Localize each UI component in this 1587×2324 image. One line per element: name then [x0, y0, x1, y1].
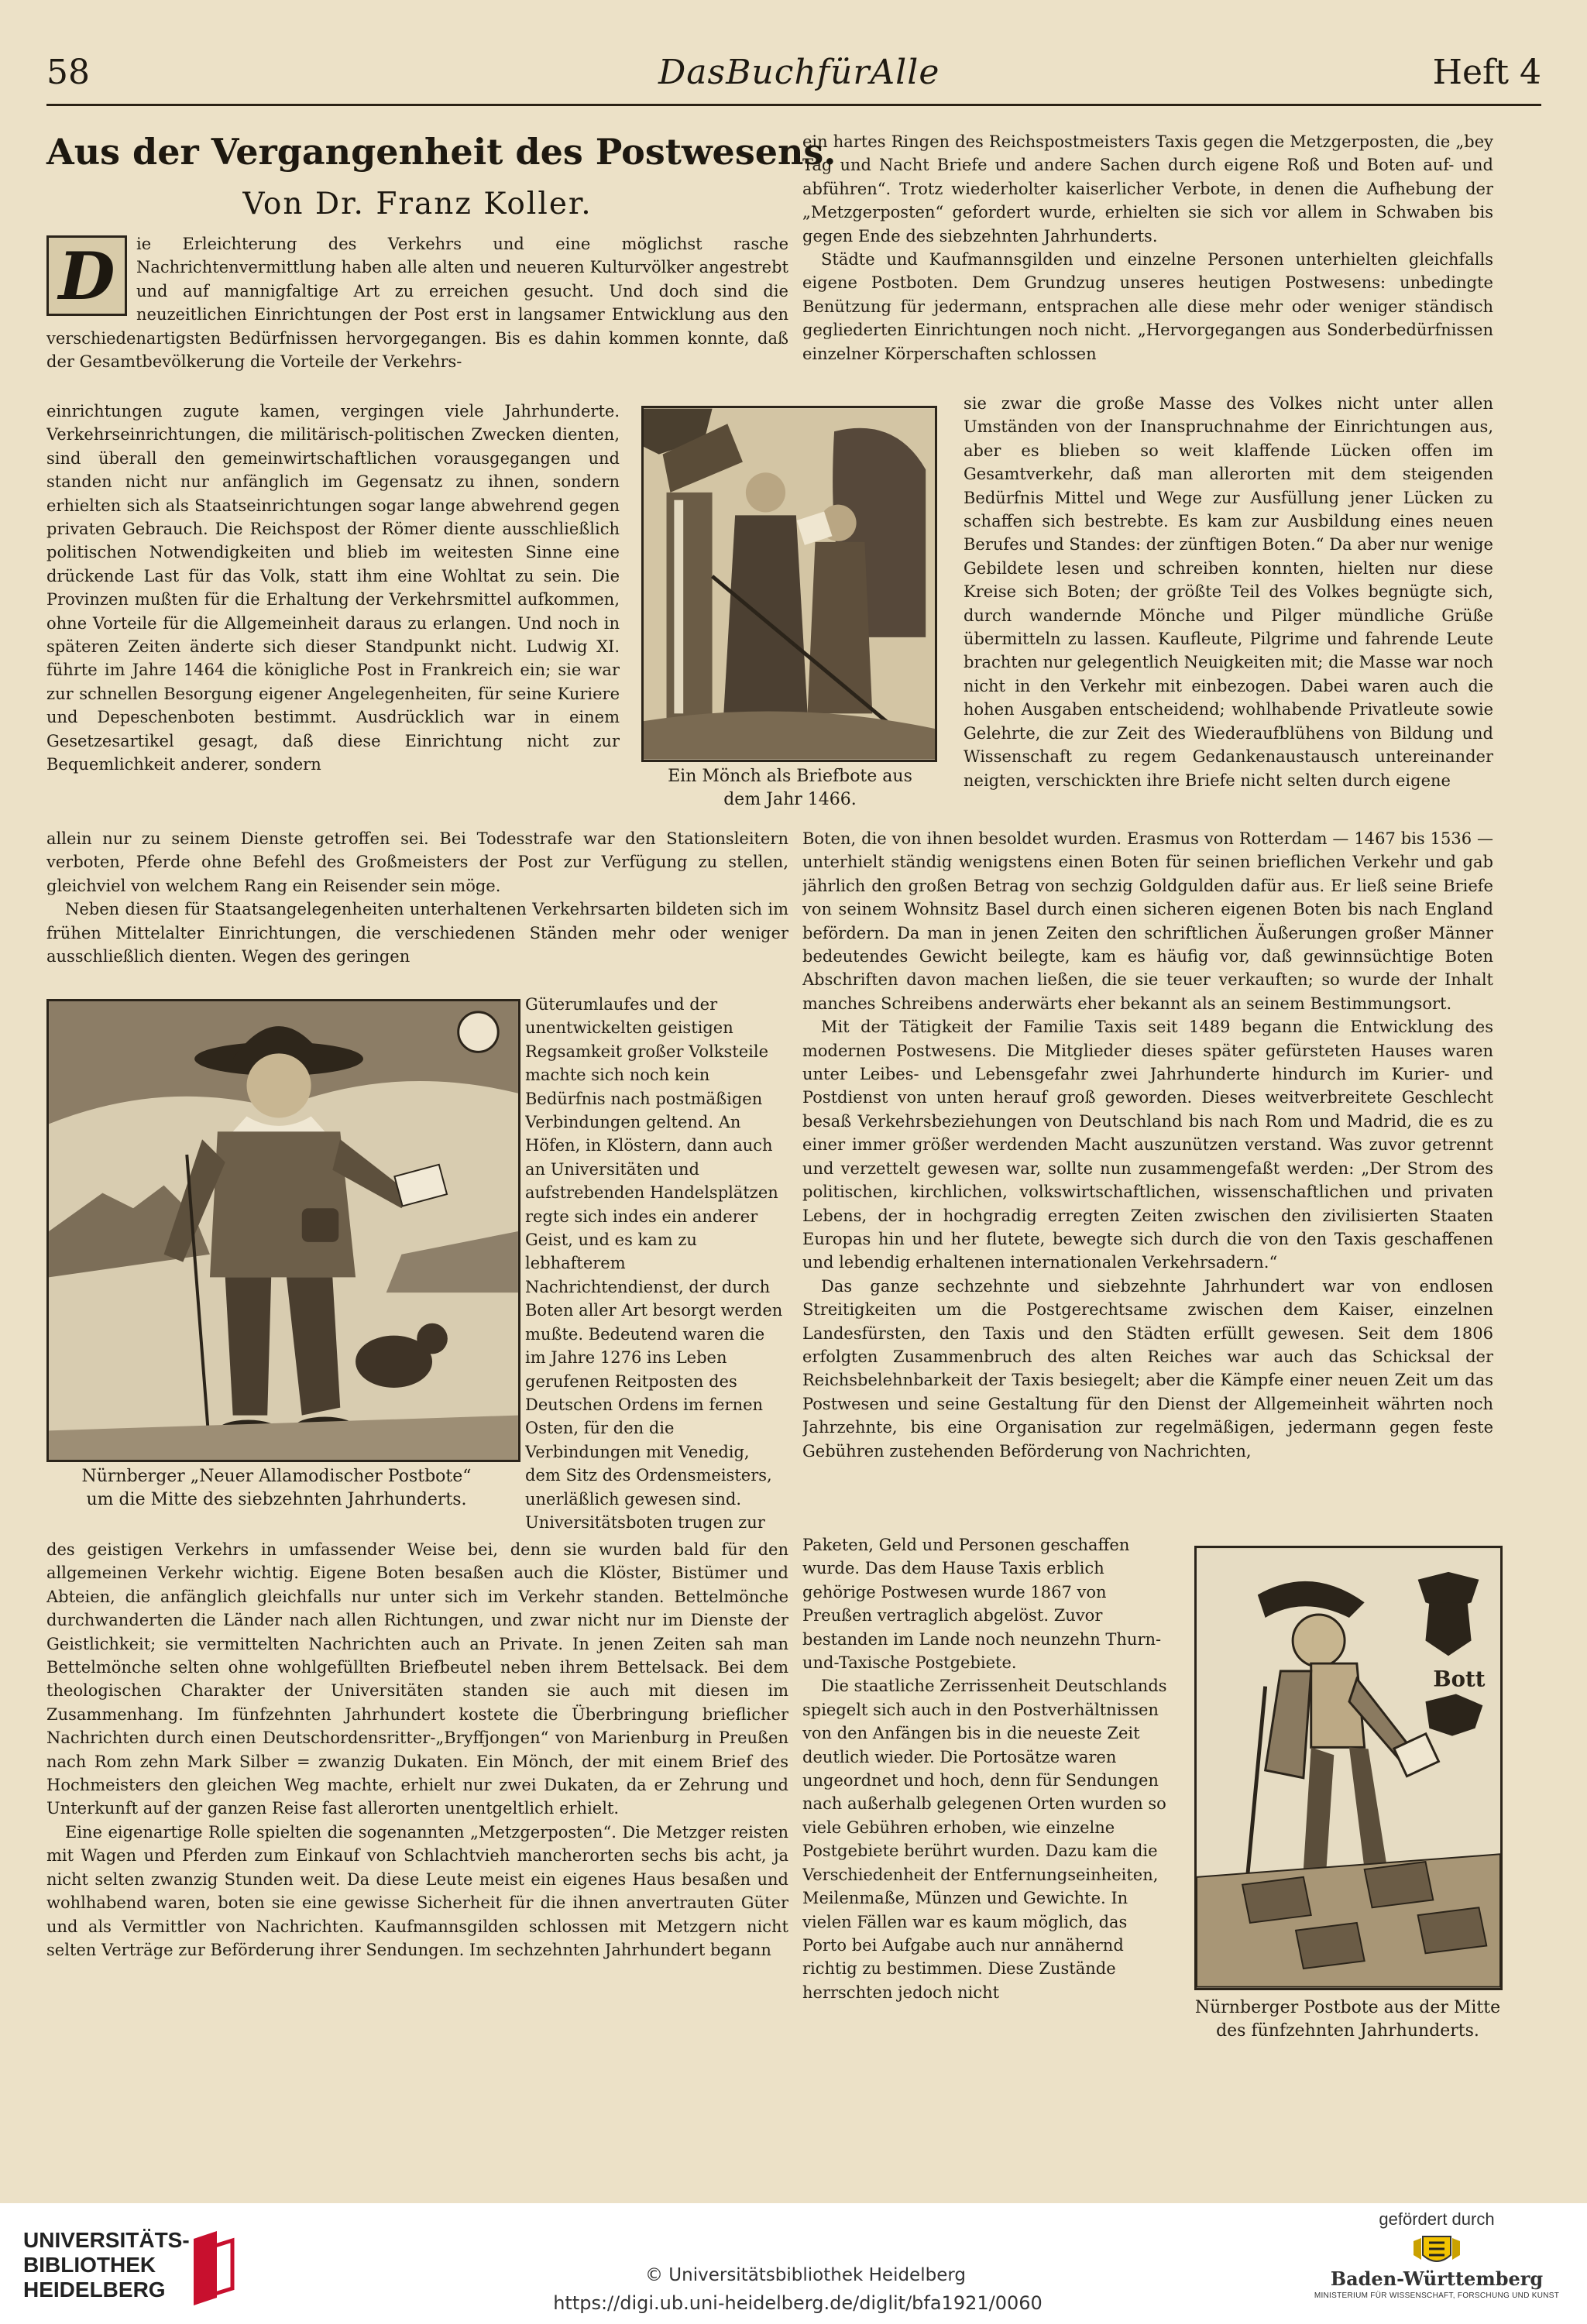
running-head	[46, 48, 1541, 106]
paragraph: Städte und Kaufmannsgilden und einzelne Personen unterhielten gleichfalls eigene Postboten. Dem Grundzug unseres heutigen Postwesens: unbedingte Benützung für jedermann, entsprachen alle diese mehr oder weniger ständisch gegliederten Einrichtungen noch nicht. „Hervorgegangen aus Sonderbedürfnissen einzelner Körperschaften schlossen	[802, 250, 1493, 363]
sponsor-block	[1309, 2209, 1565, 2300]
paragraph: Neben diesen für Staatsangelegenheiten unterhaltenen Verkehrsarten bildeten sich im frühen Mittelalter Einrichtungen, die verschiedenen Ständen mehr oder weniger ausschließlich dienten. Wegen des geringen	[46, 900, 788, 966]
left-column-bottom	[46, 1538, 788, 2074]
bott-inscription: Bott	[1433, 1666, 1486, 1692]
monk-messenger-illustration	[641, 406, 937, 762]
drop-cap: D	[46, 235, 127, 316]
left-column-intro	[46, 232, 788, 398]
article-title: Aus der Vergangenheit des Postwesens.	[46, 131, 836, 173]
paragraph: einrichtungen zugute kamen, vergingen viele Jahrhunderte. Verkehrseinrichtungen, die militärisch-politischen Zwecken dienten, sind überall den gemeinwirtschaftlichen vorausgegangen und standen nicht nur anfänglich im Gegensatz zu ihnen, sondern erhielten sich als Staatseinrichtungen sogar lange abwehrend gegen privaten Gebrauch. Die Reichspost der Römer diente ausschließlich politischen Notwendigkeiten und blieb im weitesten Sinne eine drückende Last für das Volk, statt ihm eine Wohltat zu sein. Die Provinzen mußten für die Erhaltung der Verkehrsmittel aufkommen, ohne Vorteile für die Allgemeinheit daraus zu erlangen. Und noch in späteren Zeiten änderte sich dieser Standpunkt nicht. Ludwig XI. führte im Jahre 1464 die königliche Post in Frankreich ein; sie war zur schnellen Besorgung eigener Angelegenheiten, für seine Kuriere und Depeschenboten bestimmt. Ausdrücklich war in einem Gesetzesartikel gesagt, daß diese Einrichtung nicht zur Bequemlichkeit anderer, sondern	[46, 402, 620, 774]
left-column-wrap-2	[525, 993, 788, 1535]
paragraph: sie zwar die große Masse des Volkes nicht unter allen Umständen von der Inanspruchnahme der Einrichtungen aus, aber es blieben so weit klaffende Lücken offen im Gesamtverkehr, daß man allerorten mit dem steigenden Bedürfnis Mittel und Wege zur Ausfüllung jener Lücken zu schaffen sich bestrebte. Es kam zur Ausbildung eines neuen Berufes und Standes: der zünftigen Boten.“ Da aber nur wenige Gebildete lesen und schreiben konnten, hielten nur diese Kreise sich Boten; der größte Teil des Volkes begnügte sich, durch wandernde Mönche und Pilger mündliche Grüße übermitteln zu lassen. Kaufleute, Pilgrime und fahrende Leute brachten nur gelegentlich Neuigkeiten mit; die Masse war noch nicht in den Verkehr mit einbezogen. Dabei waren auch die hohen Ausgaben entscheidend; wohlhabende Privatleute sowie Gelehrte, die zur Zeit des Wiederaufblühens von Bildung und Wissenschaft zu regem Gedankenaustausch untereinander neigten, verschickten ihre Briefe nicht selten durch eigene	[964, 394, 1493, 790]
article-author: Von Dr. Franz Koller.	[242, 187, 593, 221]
library-mark-icon	[186, 2231, 240, 2305]
courier-engraving-icon	[49, 1001, 518, 1460]
left-column-full	[46, 827, 788, 970]
courier-caption: Nürnberger „Neuer Allamodischer Postbote“ um die Mitte des siebzehnten Jahrhunderts.	[81, 1467, 472, 1509]
monk-caption: Ein Mönch als Briefbote aus dem Jahr 1466.	[668, 767, 912, 809]
paragraph: Boten, die von ihnen besoldet wurden. Erasmus von Rotterdam — 1467 bis 1536 — unterhielt ständig wenigstens einen Boten für seinen brieflichen Verkehr und gab jährlich den großen Betrag von sechzig Goldgulden dafür aus. Er ließ seine Briefe von seinem Wohnsitz Basel durch einen sicheren eigenen Boten bis nach England befördern. Da man in jenen Zeiten den schriftlichen Äußerungen großer Männer bedeutendes Gewicht beilegte, kam es häufig vor, daß gewinnsüchtige Boten Abschriften davon machen ließen, die sie teuer verkauften; so wurde der Inhalt manches Schreibens anderwärts eher bekannt als an seinem Bestimmungsort.	[802, 829, 1493, 1013]
copyright-notice: © Universitätsbibliothek Heidelberg	[644, 2265, 966, 2285]
paragraph: Eine eigenartige Rolle spielten die sogenannten „Metzgerposten“. Die Metzger reisten mit Wagen und Pferden zum Einkauf von Schlachtvieh mancherorten sechs bis acht, ja nicht selten zwanzig Stunden weit. Da diese Leute meist ein eigenes Haus besaßen und wohlhabend waren, boten sie eine gewisse Sicherheit für die ihnen anvertrauten Güter und als Vermittler von Nachrichten. Kaufmannsgilden schlossen mit Metzgern nicht selten Verträge zur Beförderung ihrer Sendungen. Im sechzehnten Jahrhundert begann	[46, 1822, 788, 1959]
paragraph: Das ganze sechzehnte und siebzehnte Jahrhundert war von endlosen Streitigkeiten um die Postgerechtsame zwischen dem Kaiser, einzelnen Landesfürsten, den Taxis und den Städten erfüllt gewesen. Seit dem 1806 erfolgten Zusammenbruch des alten Reiches war auch das Schicksal der Reichsbelehnbarkeit der Taxis besiegelt; aber die Kämpfe einer neuen Zeit um das Postwesen und seine Gestaltung für den Dienst der Allgemeinheit währten noch Jahrzehnte, bis eine Organisation zur regelmäßigen, jedermann gegen feste Gebühren zustehenden Beförderung von Nachrichten,	[802, 1276, 1493, 1461]
paragraph: ie Erleichterung des Verkehrs und eine möglichst rasche Nachrichtenvermittlung haben alle alten und neueren Kulturvölker angestrebt und auf mannigfaltige Art zu erreichen gesucht. Und doch sind die neuzeitlichen Einrichtungen der Post erst in langsamer Entwicklung aus den verschiedenartigsten Bedürfnissen hervorgegangen. Bis es dahin kommen konnte, daß der Gesamtbevölkerung die Vorteile der Verkehrs-	[46, 235, 788, 372]
library-logo[interactable]: UNIVERSITÄTS- BIBLIOTHEK HEIDELBERG	[23, 2228, 256, 2305]
sponsor-label: gefördert durch	[1379, 2209, 1495, 2229]
sponsor-name: Baden-Württemberg	[1330, 2267, 1544, 2290]
right-column-wrap-2	[802, 1533, 1173, 2074]
paragraph: Die staatliche Zerrissenheit Deutschlands spiegelt sich auch in den Postverhältnissen von den Anfängen bis in die neueste Zeit deutlich wieder. Die Portosätze waren ungeordnet und hoch, denn für Sendungen nach außerhalb gelegenen Orten wurden so viele Gebühren erhoben, wie einzelne Postgebiete berührt wurden. Dazu kam die Verschiedenheit der Entfernungseinheiten, Meilenmaße, Münzen und Gewichte. In vielen Fällen war es kaum möglich, das Porto bei Aufgabe auch nur annähernd richtig zu bestimmen. Diese Zustände herrschten jedoch nicht	[802, 1677, 1167, 2002]
paragraph: Mit der Tätigkeit der Familie Taxis seit 1489 begann die Entwicklung des modernen Postwesens. Die Mitglieder dieses später gefürsteten Hauses waren unter Leibes- und Lebensgefahr zwei Jahrhunderte hindurch im Kurier- und Postdienst von unten herauf groß geworden. Dieses weitverbreitete Geschlecht besaß Verkehrsbeziehungen von Deutschland bis nach Rom und Madrid, die es zu einer immer größer werdenden Macht auszunützen verstand. Was zuvor getrennt und verzettelt gewesen war, sollte nun zusammengefaßt werden: „Der Strom des politischen, kirchlichen, volkswirtschaftlichen, wissenschaftlichen und privaten Lebens, der in hochgradig erregten Zeiten zwischen den zivilisierten Staaten Europas hin und her flutete, bewegte sich durch die von den Taxis geschaffenen und lebendig erhaltenen internationalen Verkehrsadern.“	[802, 1018, 1493, 1272]
monk-woodcut-icon	[644, 408, 935, 760]
sponsor-ministry: MINISTERIUM FÜR WISSENSCHAFT, FORSCHUNG UND KUNST	[1314, 2291, 1560, 2300]
page-number: 58	[46, 53, 90, 92]
nuremberg-postboy-illustration	[1194, 1546, 1503, 1990]
magazine-title: DasBuchfürAlle	[658, 53, 940, 92]
paragraph: Güterumlaufes und der unentwickelten geistigen Regsamkeit großer Volksteile machte sich noch kein Bedürfnis nach postmäßigen Verbindungen geltend. An Höfen, in Klöstern, dann auch an Universitäten und aufstrebenden Handelsplätzen regte sich indes ein anderer Geist, und es kam zu lebhafterem Nachrichtendienst, der durch Boten aller Art besorgt werden mußte. Bedeutend waren die im Jahre 1276 ins Leben gerufenen Reitposten des Deutschen Ordens im fernen Osten, für den die Verbindungen mit Venedig, dem Sitz des Ordensmeisters, unerläßlich gewesen sind. Universitätsboten trugen zur	[525, 995, 783, 1532]
paragraph: des geistigen Verkehrs in umfassender Weise bei, denn sie wurden bald für den allgemeinen Verkehr wichtig. Eigene Boten besaßen auch die Klöster, Bistümer und Abteien, die anfänglich gleichfalls nur unter sich im Verkehr standen. Bettelmönche durchwanderten die Länder nach allen Richtungen, und zwar nicht nur im Dienste der Geistlichkeit; sie vermittelten Nachrichten auch an Private. In jenen Zeiten sah man Bettelmönche selten ohne wohlgefüllten Briefbeutel neben ihrem Bettelsack. Bei dem theologischen Charakter der Universitäten standen sie auch mit diesen im Zusammenhang. Im fünfzehnten Jahrhundert kostete die Überbringung brieflicher Nachrichten durch einen Deutschordensritter-„Bryffjongen“ von Marienburg in Preußen nach Rom zehn Mark Silber = zwanzig Dukaten. Ein Mönch, der mit einem Brief des Hochmeisters den gleichen Weg machte, erhielt nur zwei Dukaten, da er Zehrung und Unterkunft auf der ganzen Reise fast allerorten unentgeltlich erhielt.	[46, 1540, 788, 1818]
postboy-caption: Nürnberger Postbote aus der Mitte des fünfzehnten Jahrhunderts.	[1194, 1998, 1501, 2041]
paragraph: allein nur zu seinem Dienste getroffen sei. Bei Todesstrafe war den Stationsleitern verboten, Pferde ohne Befehl des Großmeisters der Post zur Verfügung zu stellen, gleichviel von welchem Rang ein Reisender sein möge.	[46, 829, 788, 895]
nuremberg-courier-illustration	[46, 999, 520, 1462]
issue-number: Heft 4	[1432, 53, 1541, 92]
postboy-woodcut-icon	[1197, 1548, 1500, 1988]
right-column-top	[802, 130, 1493, 390]
paragraph: ein hartes Ringen des Reichspostmeisters Taxis gegen die Metzgerposten, die „bey Tag und Nacht Briefe und andere Sachen durch eigene Roß und Boten auf- und abführen“. Trotz wiederholter kaiserlicher Verbote, in denen die Aufhebung der „Metzgerposten“ gefordert wurde, erhielten sie sich vor allem in Schwaben bis gegen Ende des siebzehnten Jahrhunderts.	[802, 132, 1493, 245]
coat-of-arms-icon	[1412, 2232, 1462, 2269]
right-column-wrap-1	[964, 392, 1493, 827]
permalink-url[interactable]: https://digi.ub.uni-heidelberg.de/diglit/bfa1921/0060	[553, 2292, 1043, 2314]
left-column-wrap-1	[46, 400, 620, 826]
right-column-mid	[802, 827, 1493, 1533]
paragraph: Paketen, Geld und Personen geschaffen wurde. Das dem Hause Taxis erblich gehörige Postwesen wurde 1867 von Preußen vertraglich abgelöst. Zuvor bestanden im Lande noch neunzehn Thurn-und-Taxische Postgebiete.	[802, 1536, 1162, 1673]
